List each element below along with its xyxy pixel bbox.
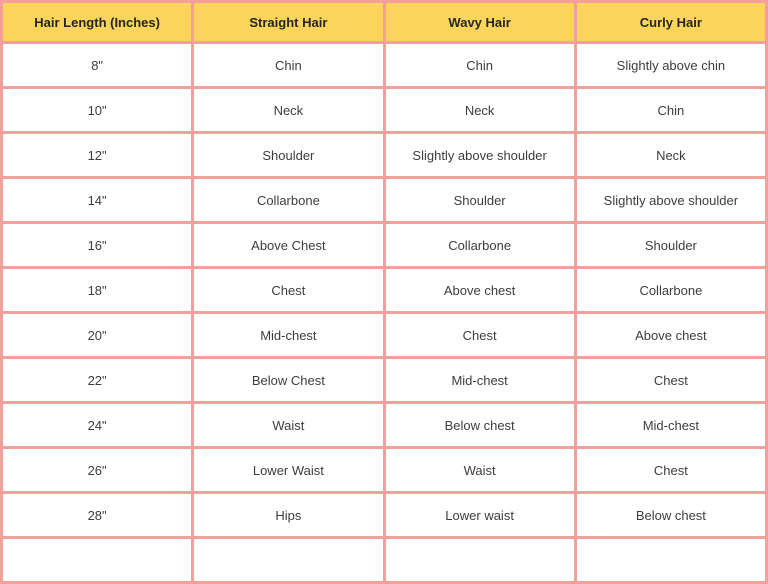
table-cell-curly: Chest [575, 358, 766, 403]
table-cell-length: 24" [2, 403, 193, 448]
table-row [2, 493, 767, 538]
header-row [2, 2, 767, 43]
table-cell-straight: Collarbone [193, 178, 384, 223]
table-cell-length: 26" [2, 448, 193, 493]
table-cell-length: 12" [2, 133, 193, 178]
table-row [2, 133, 767, 178]
column-header-curly-hair: Curly Hair [575, 2, 766, 43]
table-cell-curly: Shoulder [575, 223, 766, 268]
table-cell-wavy: Chest [384, 313, 575, 358]
table-cell-straight: Chest [193, 268, 384, 313]
table-cell-straight: Below Chest [193, 358, 384, 403]
table-cell-length: 28" [2, 493, 193, 538]
table-cell-wavy: Waist [384, 448, 575, 493]
table-cell-curly: Chest [575, 448, 766, 493]
table-cell-length: 18" [2, 268, 193, 313]
table-cell-length: 8" [2, 43, 193, 88]
table-cell-curly: Neck [575, 133, 766, 178]
table-cell-straight: Neck [193, 88, 384, 133]
table-cell-curly: Below chest [575, 493, 766, 538]
table-cell-wavy: Slightly above shoulder [384, 133, 575, 178]
column-header-wavy-hair: Wavy Hair [384, 2, 575, 43]
table-row [2, 403, 767, 448]
table-row [2, 313, 767, 358]
table-row [2, 43, 767, 88]
table-cell-wavy: Collarbone [384, 223, 575, 268]
table-cell-straight: Shoulder [193, 133, 384, 178]
table-cell-wavy: Neck [384, 88, 575, 133]
table-header [2, 2, 767, 43]
table-cell-curly: Slightly above chin [575, 43, 766, 88]
table-row [2, 178, 767, 223]
table-cell-straight: Chin [193, 43, 384, 88]
table-row [2, 358, 767, 403]
table-cell-straight: Above Chest [193, 223, 384, 268]
table-cell-curly: Chin [575, 88, 766, 133]
table-cell-straight: Lower Waist [193, 448, 384, 493]
table-body [2, 43, 767, 583]
table-cell-straight: Hips [193, 493, 384, 538]
table-cell-length: 10" [2, 88, 193, 133]
table-cell-wavy: Lower waist [384, 493, 575, 538]
table-cell-curly: Above chest [575, 313, 766, 358]
table-cell-wavy: Above chest [384, 268, 575, 313]
table-row [2, 223, 767, 268]
table-cell-length: 22" [2, 358, 193, 403]
table-cell-length: 14" [2, 178, 193, 223]
table-cell-curly: Mid-chest [575, 403, 766, 448]
table-row [2, 88, 767, 133]
column-header-hair-length: Hair Length (Inches) [2, 2, 193, 43]
table-cell-length: 16" [2, 223, 193, 268]
table-cell-curly: Collarbone [575, 268, 766, 313]
table-cell-straight: Waist [193, 403, 384, 448]
table-cell-curly: Slightly above shoulder [575, 178, 766, 223]
table-row [2, 268, 767, 313]
table-row [2, 448, 767, 493]
column-header-straight-hair: Straight Hair [193, 2, 384, 43]
table-cell-straight: Mid-chest [193, 313, 384, 358]
table-cell-length: 20" [2, 313, 193, 358]
table-cell-wavy: Shoulder [384, 178, 575, 223]
table-cell-wavy: Chin [384, 43, 575, 88]
table-cell-wavy: Mid-chest [384, 358, 575, 403]
table-cell-wavy: Below chest [384, 403, 575, 448]
